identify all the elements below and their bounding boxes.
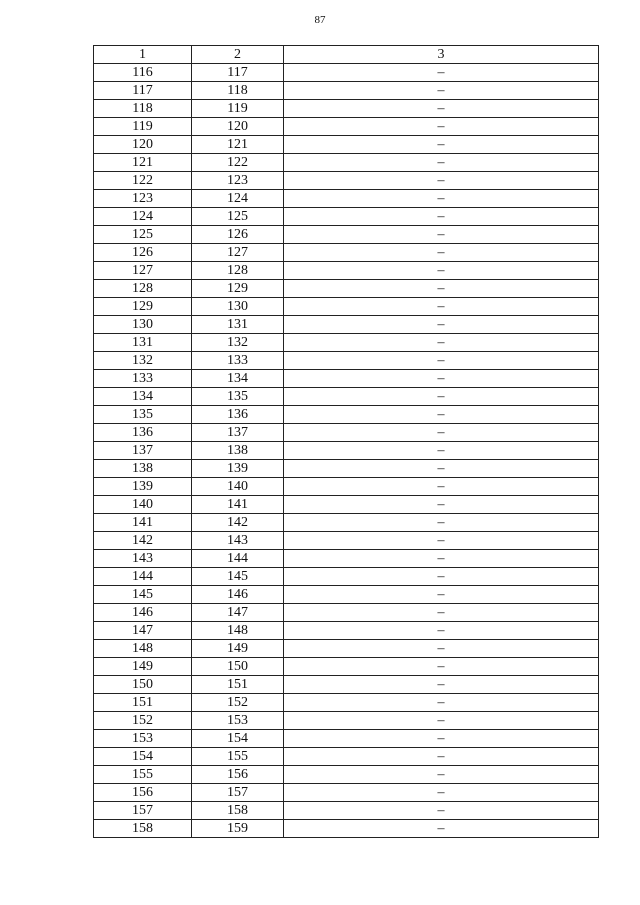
table-cell-col-3: – xyxy=(284,658,599,676)
table-cell-col-2: 136 xyxy=(192,406,284,424)
table-cell-col-2: 138 xyxy=(192,442,284,460)
table-cell-col-3: – xyxy=(284,298,599,316)
table-cell-col-3: – xyxy=(284,676,599,694)
table-row xyxy=(94,514,599,532)
table-row xyxy=(94,712,599,730)
table-cell-col-3: – xyxy=(284,136,599,154)
table-cell-col-2: 144 xyxy=(192,550,284,568)
table-cell-col-3: – xyxy=(284,514,599,532)
table-row xyxy=(94,532,599,550)
table-cell-col-3: – xyxy=(284,442,599,460)
table-row xyxy=(94,82,599,100)
table-row xyxy=(94,478,599,496)
table-cell-col-1: 151 xyxy=(94,694,192,712)
table-cell-col-2: 149 xyxy=(192,640,284,658)
table-cell-col-2: 150 xyxy=(192,658,284,676)
table-row xyxy=(94,622,599,640)
table-cell-col-1: 120 xyxy=(94,136,192,154)
table-cell-col-1: 158 xyxy=(94,820,192,838)
table-cell-col-1: 155 xyxy=(94,766,192,784)
table-cell-col-2: 154 xyxy=(192,730,284,748)
table-cell-col-2: 139 xyxy=(192,460,284,478)
table-cell-col-1: 136 xyxy=(94,424,192,442)
table-cell-col-2: 123 xyxy=(192,172,284,190)
table-row xyxy=(94,262,599,280)
table-cell-col-3: – xyxy=(284,532,599,550)
table-cell-col-1: 143 xyxy=(94,550,192,568)
table-cell-col-1: 128 xyxy=(94,280,192,298)
table-cell-col-1: 147 xyxy=(94,622,192,640)
table-cell-col-3: – xyxy=(284,712,599,730)
table-row xyxy=(94,442,599,460)
table-cell-col-3: – xyxy=(284,748,599,766)
table-cell-col-2: 121 xyxy=(192,136,284,154)
table-row xyxy=(94,802,599,820)
table-cell-col-1: 122 xyxy=(94,172,192,190)
table-cell-col-1: 132 xyxy=(94,352,192,370)
table-cell-col-3: – xyxy=(284,244,599,262)
table-cell-col-2: 152 xyxy=(192,694,284,712)
table-cell-col-2: 157 xyxy=(192,784,284,802)
table-cell-col-1: 126 xyxy=(94,244,192,262)
table-cell-col-1: 138 xyxy=(94,460,192,478)
table-row xyxy=(94,154,599,172)
table-cell-col-1: 127 xyxy=(94,262,192,280)
table-row xyxy=(94,784,599,802)
table-cell-col-1: 130 xyxy=(94,316,192,334)
table-cell-col-1: 148 xyxy=(94,640,192,658)
table-cell-col-3: – xyxy=(284,496,599,514)
table-row xyxy=(94,406,599,424)
table-row xyxy=(94,676,599,694)
table-cell-col-1: 153 xyxy=(94,730,192,748)
table-cell-col-3: – xyxy=(284,478,599,496)
table-row xyxy=(94,496,599,514)
table-cell-col-1: 156 xyxy=(94,784,192,802)
table-cell-col-3: – xyxy=(284,64,599,82)
table-row xyxy=(94,730,599,748)
table-cell-col-3: – xyxy=(284,334,599,352)
table-cell-col-2: 155 xyxy=(192,748,284,766)
table-cell-col-3: – xyxy=(284,226,599,244)
table-cell-col-3: – xyxy=(284,406,599,424)
table-cell-col-3: – xyxy=(284,100,599,118)
table-cell-col-2: 143 xyxy=(192,532,284,550)
page-number: 87 xyxy=(314,14,326,26)
table-row xyxy=(94,352,599,370)
table-cell-col-2: 125 xyxy=(192,208,284,226)
table-cell-col-1: 144 xyxy=(94,568,192,586)
table-row xyxy=(94,172,599,190)
table-row xyxy=(94,820,599,838)
table-cell-col-1: 146 xyxy=(94,604,192,622)
table-cell-col-3: – xyxy=(284,604,599,622)
table-cell-col-3: – xyxy=(284,316,599,334)
table-cell-col-3: – xyxy=(284,568,599,586)
column-header-1: 1 xyxy=(94,46,192,64)
table-cell-col-1: 119 xyxy=(94,118,192,136)
table-cell-col-3: – xyxy=(284,172,599,190)
table-row xyxy=(94,298,599,316)
table-cell-col-3: – xyxy=(284,820,599,838)
table-cell-col-3: – xyxy=(284,82,599,100)
table-cell-col-1: 139 xyxy=(94,478,192,496)
table-row xyxy=(94,100,599,118)
table-cell-col-2: 122 xyxy=(192,154,284,172)
table-cell-col-3: – xyxy=(284,802,599,820)
table-cell-col-3: – xyxy=(284,280,599,298)
table-cell-col-2: 148 xyxy=(192,622,284,640)
table-cell-col-2: 134 xyxy=(192,370,284,388)
table-row xyxy=(94,640,599,658)
table-cell-col-1: 152 xyxy=(94,712,192,730)
table-cell-col-1: 145 xyxy=(94,586,192,604)
table-cell-col-3: – xyxy=(284,766,599,784)
table-cell-col-1: 149 xyxy=(94,658,192,676)
table-cell-col-3: – xyxy=(284,784,599,802)
table-row xyxy=(94,694,599,712)
table-cell-col-3: – xyxy=(284,154,599,172)
table-cell-col-2: 120 xyxy=(192,118,284,136)
table-cell-col-2: 124 xyxy=(192,190,284,208)
table-header xyxy=(94,46,599,64)
table-cell-col-1: 125 xyxy=(94,226,192,244)
table-cell-col-1: 124 xyxy=(94,208,192,226)
table-row xyxy=(94,424,599,442)
table-cell-col-2: 118 xyxy=(192,82,284,100)
table-cell-col-2: 142 xyxy=(192,514,284,532)
table-cell-col-1: 121 xyxy=(94,154,192,172)
table-row xyxy=(94,586,599,604)
table-cell-col-3: – xyxy=(284,694,599,712)
table-cell-col-2: 129 xyxy=(192,280,284,298)
table-row xyxy=(94,316,599,334)
column-header-2: 2 xyxy=(192,46,284,64)
table-cell-col-1: 129 xyxy=(94,298,192,316)
table-cell-col-3: – xyxy=(284,388,599,406)
table-cell-col-2: 153 xyxy=(192,712,284,730)
table-row xyxy=(94,280,599,298)
table-cell-col-3: – xyxy=(284,208,599,226)
table-cell-col-3: – xyxy=(284,352,599,370)
table-cell-col-1: 134 xyxy=(94,388,192,406)
table-cell-col-2: 145 xyxy=(192,568,284,586)
table-cell-col-3: – xyxy=(284,370,599,388)
table-cell-col-1: 118 xyxy=(94,100,192,118)
table-cell-col-3: – xyxy=(284,730,599,748)
table-cell-col-1: 137 xyxy=(94,442,192,460)
table-cell-col-3: – xyxy=(284,622,599,640)
table-cell-col-1: 117 xyxy=(94,82,192,100)
table-row xyxy=(94,370,599,388)
table-row xyxy=(94,64,599,82)
table-cell-col-1: 154 xyxy=(94,748,192,766)
table-cell-col-2: 133 xyxy=(192,352,284,370)
table-cell-col-1: 133 xyxy=(94,370,192,388)
table-row xyxy=(94,136,599,154)
table-cell-col-2: 140 xyxy=(192,478,284,496)
table-cell-col-2: 130 xyxy=(192,298,284,316)
table-cell-col-3: – xyxy=(284,118,599,136)
table-cell-col-1: 116 xyxy=(94,64,192,82)
table-cell-col-3: – xyxy=(284,424,599,442)
table-row xyxy=(94,226,599,244)
table-cell-col-3: – xyxy=(284,550,599,568)
table-cell-col-1: 131 xyxy=(94,334,192,352)
table-row xyxy=(94,604,599,622)
table-row xyxy=(94,658,599,676)
table-cell-col-1: 135 xyxy=(94,406,192,424)
table-cell-col-2: 159 xyxy=(192,820,284,838)
table-cell-col-2: 141 xyxy=(192,496,284,514)
table-cell-col-1: 142 xyxy=(94,532,192,550)
table-row xyxy=(94,748,599,766)
table-cell-col-2: 151 xyxy=(192,676,284,694)
table-cell-col-2: 156 xyxy=(192,766,284,784)
table-row xyxy=(94,550,599,568)
table-row xyxy=(94,388,599,406)
table-body xyxy=(94,64,599,838)
table-cell-col-3: – xyxy=(284,190,599,208)
table-cell-col-1: 140 xyxy=(94,496,192,514)
table-cell-col-1: 141 xyxy=(94,514,192,532)
table-row xyxy=(94,190,599,208)
table-cell-col-2: 119 xyxy=(192,100,284,118)
table-cell-col-1: 150 xyxy=(94,676,192,694)
table-cell-col-2: 158 xyxy=(192,802,284,820)
table-cell-col-2: 147 xyxy=(192,604,284,622)
column-header-3: 3 xyxy=(284,46,599,64)
table-cell-col-3: – xyxy=(284,460,599,478)
table-cell-col-2: 128 xyxy=(192,262,284,280)
table-cell-col-3: – xyxy=(284,640,599,658)
table-cell-col-2: 137 xyxy=(192,424,284,442)
header-row xyxy=(94,46,599,64)
data-table xyxy=(93,45,599,838)
table-cell-col-1: 123 xyxy=(94,190,192,208)
table-cell-col-3: – xyxy=(284,262,599,280)
table-row xyxy=(94,766,599,784)
table-cell-col-2: 131 xyxy=(192,316,284,334)
table-row xyxy=(94,460,599,478)
table-cell-col-2: 117 xyxy=(192,64,284,82)
table-cell-col-2: 126 xyxy=(192,226,284,244)
table-cell-col-1: 157 xyxy=(94,802,192,820)
table-cell-col-2: 146 xyxy=(192,586,284,604)
table-cell-col-2: 127 xyxy=(192,244,284,262)
table-row xyxy=(94,208,599,226)
table-row xyxy=(94,118,599,136)
table-cell-col-3: – xyxy=(284,586,599,604)
table-cell-col-2: 135 xyxy=(192,388,284,406)
table-cell-col-2: 132 xyxy=(192,334,284,352)
table-row xyxy=(94,568,599,586)
table-row xyxy=(94,244,599,262)
table-row xyxy=(94,334,599,352)
